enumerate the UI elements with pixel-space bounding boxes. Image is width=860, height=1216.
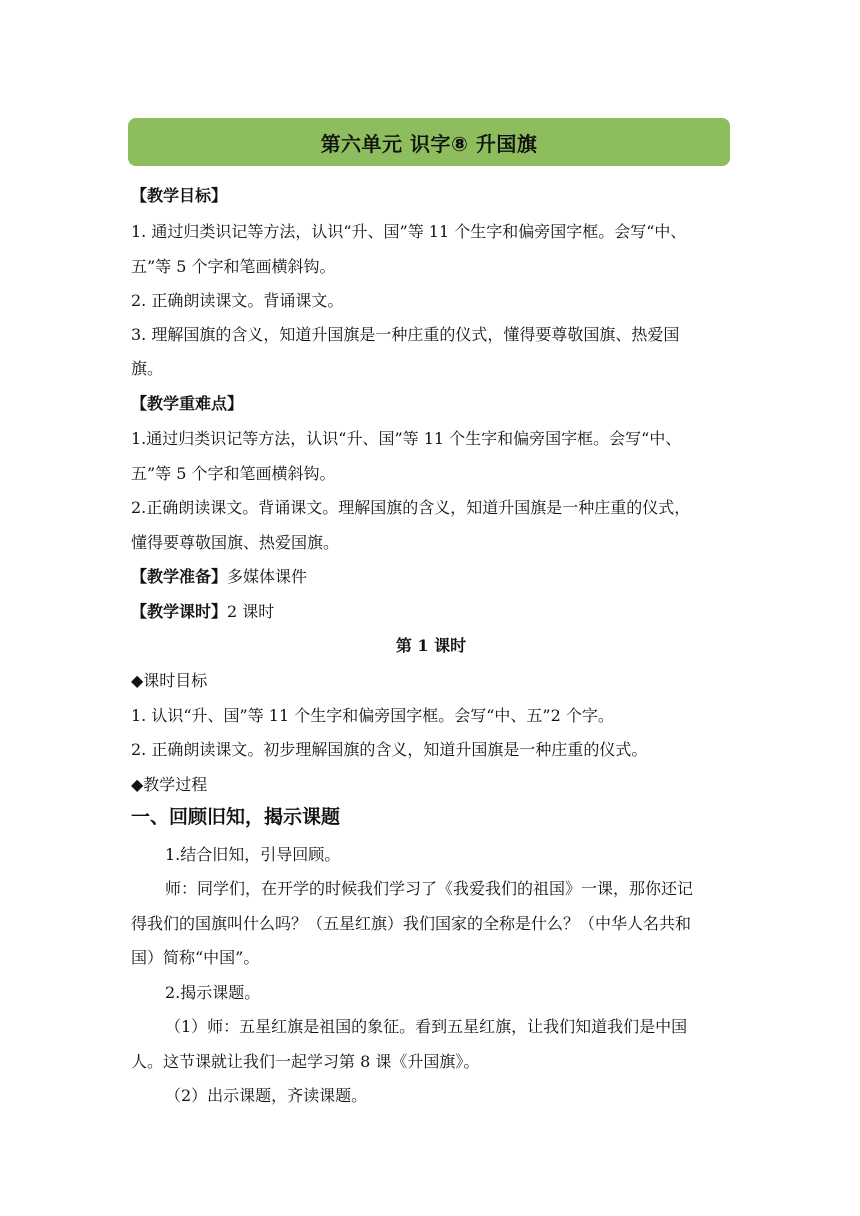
paragraph-2-line-2: 人。这节课就让我们一起学习第 8 课《升国旗》。 <box>131 1052 480 1071</box>
paragraph-3: （2）出示课题，齐读课题。 <box>165 1086 368 1105</box>
lesson-goal-2: 2. 正确朗读课文。初步理解国旗的含义，知道升国旗是一种庄重的仪式。 <box>131 740 648 759</box>
paragraph-2-line-1: （1）师：五星红旗是祖国的象征。看到五星红旗，让我们知道我们是中国 <box>165 1017 688 1036</box>
page-title: 第六单元 识字⑧ 升国旗 <box>320 131 538 156</box>
paragraph-1-line-3: 国）简称“中国”。 <box>131 948 260 967</box>
step-1: 1.结合旧知，引导回顾。 <box>165 845 341 864</box>
lesson-title: 第 1 课时 <box>395 636 467 655</box>
objective-3-line-2: 旗。 <box>131 359 164 378</box>
hours-text: 2 课时 <box>227 602 275 621</box>
step-2: 2.揭示课题。 <box>165 983 261 1002</box>
lesson-goal-1: 1. 认识“升、国”等 11 个生字和偏旁国字框。会写“中、五”2 个字。 <box>131 706 614 725</box>
prep-line <box>131 566 731 588</box>
keypoint-2-line-2: 懂得要尊敬国旗、热爱国旗。 <box>131 533 340 552</box>
keypoint-2-line-1: 2.正确朗读课文。背诵课文。理解国旗的含义，知道升国旗是一种庄重的仪式， <box>131 498 691 517</box>
paragraph-1-line-1: 师：同学们，在开学的时候我们学习了《我爱我们的祖国》一课，那你还记 <box>165 879 694 898</box>
objective-1-line-2: 五”等 5 个字和笔画横斜钩。 <box>131 257 336 276</box>
process-heading: ◆教学过程 <box>131 775 208 794</box>
section-heading: 一、回顾旧知，揭示课题 <box>131 806 341 828</box>
objective-2: 2. 正确朗读课文。背诵课文。 <box>131 291 344 310</box>
keypoints-heading: 【教学重难点】 <box>131 394 244 413</box>
hours-heading: 【教学课时】 <box>131 602 228 621</box>
keypoint-1-line-1: 1.通过归类识记等方法，认识“升、国”等 11 个生字和偏旁国字框。会写“中、 <box>131 429 682 448</box>
lesson-goal-heading: ◆课时目标 <box>131 671 208 690</box>
title-banner <box>128 118 730 166</box>
objective-3-line-1: 3. 理解国旗的含义，知道升国旗是一种庄重的仪式，懂得要尊敬国旗、热爱国 <box>131 325 680 344</box>
prep-heading: 【教学准备】 <box>131 567 228 586</box>
paragraph-1-line-2: 得我们的国旗叫什么吗？（五星红旗）我们国家的全称是什么？（中华人名共和 <box>131 914 692 933</box>
objective-1-line-1: 1. 通过归类识记等方法，认识“升、国”等 11 个生字和偏旁国字框。会写“中、 <box>131 222 687 241</box>
keypoint-1-line-2: 五”等 5 个字和笔画横斜钩。 <box>131 464 336 483</box>
prep-text: 多媒体课件 <box>227 567 308 586</box>
objectives-heading: 【教学目标】 <box>131 186 228 205</box>
hours-line <box>131 601 731 623</box>
